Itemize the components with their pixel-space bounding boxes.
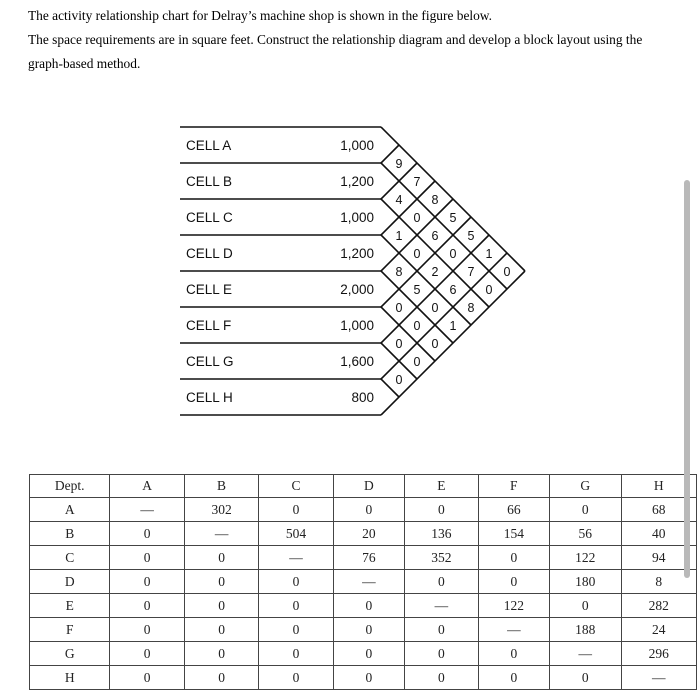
table-cell: 0 <box>405 618 478 642</box>
flow-table <box>29 474 697 690</box>
table-cell: 0 <box>333 618 404 642</box>
table-cell: 0 <box>333 498 404 522</box>
row-header: B <box>30 522 110 546</box>
table-cell: — <box>550 642 621 666</box>
flow-table-body <box>30 498 697 690</box>
table-cell: 0 <box>110 546 184 570</box>
cell-name: CELL D <box>186 246 233 261</box>
column-header: H <box>621 475 696 498</box>
table-cell: — <box>110 498 184 522</box>
row-header: G <box>30 642 110 666</box>
table-cell: 0 <box>110 594 184 618</box>
cell-name: CELL F <box>186 318 232 333</box>
table-cell: 122 <box>478 594 549 618</box>
column-header: G <box>550 475 621 498</box>
table-cell: 0 <box>259 498 333 522</box>
cell-name: CELL H <box>186 390 233 405</box>
relationship-value: 6 <box>431 229 439 243</box>
relationship-value: 2 <box>431 265 439 279</box>
row-header: E <box>30 594 110 618</box>
table-cell: 0 <box>333 666 404 690</box>
cell-area: 1,000 <box>340 318 374 333</box>
row-header: D <box>30 570 110 594</box>
relationship-value: 8 <box>467 301 475 315</box>
table-cell: 0 <box>184 570 258 594</box>
relationship-value: 7 <box>413 175 421 189</box>
table-cell: 94 <box>621 546 696 570</box>
relationship-value: 1 <box>485 247 493 261</box>
column-header: C <box>259 475 333 498</box>
column-header: D <box>333 475 404 498</box>
table-cell: 0 <box>333 594 404 618</box>
table-cell: 352 <box>405 546 478 570</box>
table-cell: 0 <box>478 546 549 570</box>
table-cell: 0 <box>478 642 549 666</box>
table-cell: 8 <box>621 570 696 594</box>
table-cell: 20 <box>333 522 404 546</box>
relationship-value: 9 <box>395 157 403 171</box>
table-cell: 0 <box>110 666 184 690</box>
relationship-value: 0 <box>395 301 403 315</box>
row-header: H <box>30 666 110 690</box>
cell-area: 1,000 <box>340 210 374 225</box>
table-row <box>30 618 697 642</box>
relationship-value: 0 <box>485 283 493 297</box>
table-cell: 0 <box>110 522 184 546</box>
relationship-value: 5 <box>413 283 421 297</box>
table-row <box>30 642 697 666</box>
cell-name: CELL G <box>186 354 234 369</box>
table-cell: 0 <box>259 618 333 642</box>
column-header: A <box>110 475 184 498</box>
table-cell: 0 <box>405 570 478 594</box>
relationship-value: 0 <box>413 211 421 225</box>
table-row <box>30 570 697 594</box>
table-row <box>30 546 697 570</box>
table-cell: 56 <box>550 522 621 546</box>
table-cell: 0 <box>184 642 258 666</box>
table-cell: 0 <box>405 666 478 690</box>
cell-area: 2,000 <box>340 282 374 297</box>
table-row <box>30 522 697 546</box>
table-cell: 0 <box>405 498 478 522</box>
table-cell: 0 <box>550 594 621 618</box>
table-cell: — <box>405 594 478 618</box>
row-header: C <box>30 546 110 570</box>
relationship-value: 0 <box>413 247 421 261</box>
table-cell: 0 <box>110 570 184 594</box>
relationship-value: 5 <box>449 211 457 225</box>
cell-name: CELL B <box>186 174 233 189</box>
relationship-value: 0 <box>503 265 511 279</box>
scrollbar[interactable] <box>684 180 690 578</box>
cell-name: CELL C <box>186 210 233 225</box>
relationship-value: 8 <box>431 193 439 207</box>
relationship-value: 0 <box>413 319 421 333</box>
table-row <box>30 594 697 618</box>
table-cell: 0 <box>184 666 258 690</box>
table-cell: 0 <box>184 546 258 570</box>
chart-diagonal-up <box>381 217 471 307</box>
table-cell: — <box>478 618 549 642</box>
cell-area: 1,600 <box>340 354 374 369</box>
table-cell: 0 <box>184 594 258 618</box>
relationship-value: 0 <box>395 337 403 351</box>
relationship-value: 1 <box>449 319 457 333</box>
relationship-value: 5 <box>467 229 475 243</box>
table-cell: 302 <box>184 498 258 522</box>
table-cell: 0 <box>550 498 621 522</box>
table-cell: 0 <box>259 570 333 594</box>
cell-area: 800 <box>351 390 374 405</box>
row-header: A <box>30 498 110 522</box>
cell-area: 1,200 <box>340 174 374 189</box>
problem-line-2: The space requirements are in square feet. Construct the relationship diagram and develop a block layout using the graph-based method. <box>28 32 643 71</box>
table-cell: 40 <box>621 522 696 546</box>
table-cell: 504 <box>259 522 333 546</box>
table-cell: 0 <box>259 642 333 666</box>
column-header: B <box>184 475 258 498</box>
relationship-value: 7 <box>467 265 475 279</box>
table-cell: 0 <box>110 618 184 642</box>
table-cell: 296 <box>621 642 696 666</box>
problem-line-1: The activity relationship chart for Delray’s machine shop is shown in the figure below. <box>28 8 492 23</box>
cell-area: 1,200 <box>340 246 374 261</box>
relationship-value: 4 <box>395 193 403 207</box>
table-cell: 122 <box>550 546 621 570</box>
column-header: F <box>478 475 549 498</box>
table-cell: — <box>259 546 333 570</box>
relationship-value: 8 <box>395 265 403 279</box>
column-header: E <box>405 475 478 498</box>
table-row <box>30 498 697 522</box>
table-cell: 188 <box>550 618 621 642</box>
cell-area: 1,000 <box>340 138 374 153</box>
table-cell: 0 <box>405 642 478 666</box>
table-cell: 0 <box>333 642 404 666</box>
table-cell: 0 <box>478 570 549 594</box>
table-cell: 180 <box>550 570 621 594</box>
table-row <box>30 666 697 690</box>
table-cell: 68 <box>621 498 696 522</box>
relationship-value: 0 <box>413 355 421 369</box>
table-cell: 154 <box>478 522 549 546</box>
table-cell: 0 <box>184 618 258 642</box>
table-cell: 282 <box>621 594 696 618</box>
table-cell: 66 <box>478 498 549 522</box>
table-cell: — <box>333 570 404 594</box>
table-cell: 24 <box>621 618 696 642</box>
table-cell: 0 <box>478 666 549 690</box>
relationship-value: 0 <box>431 301 439 315</box>
cell-name: CELL A <box>186 138 232 153</box>
relationship-value: 1 <box>395 229 403 243</box>
flow-table-header <box>30 475 697 498</box>
relationship-value: 0 <box>431 337 439 351</box>
relationship-value: 6 <box>449 283 457 297</box>
chart-diagonal-down <box>381 235 471 325</box>
relationship-value: 0 <box>395 373 403 387</box>
table-cell: — <box>621 666 696 690</box>
row-header: F <box>30 618 110 642</box>
relationship-value: 0 <box>449 247 457 261</box>
table-cell: 0 <box>259 594 333 618</box>
table-cell: 0 <box>259 666 333 690</box>
table-cell: 0 <box>550 666 621 690</box>
table-cell: 76 <box>333 546 404 570</box>
column-header: Dept. <box>30 475 110 498</box>
table-cell: 136 <box>405 522 478 546</box>
table-cell: 0 <box>110 642 184 666</box>
cell-name: CELL E <box>186 282 233 297</box>
table-cell: — <box>184 522 258 546</box>
